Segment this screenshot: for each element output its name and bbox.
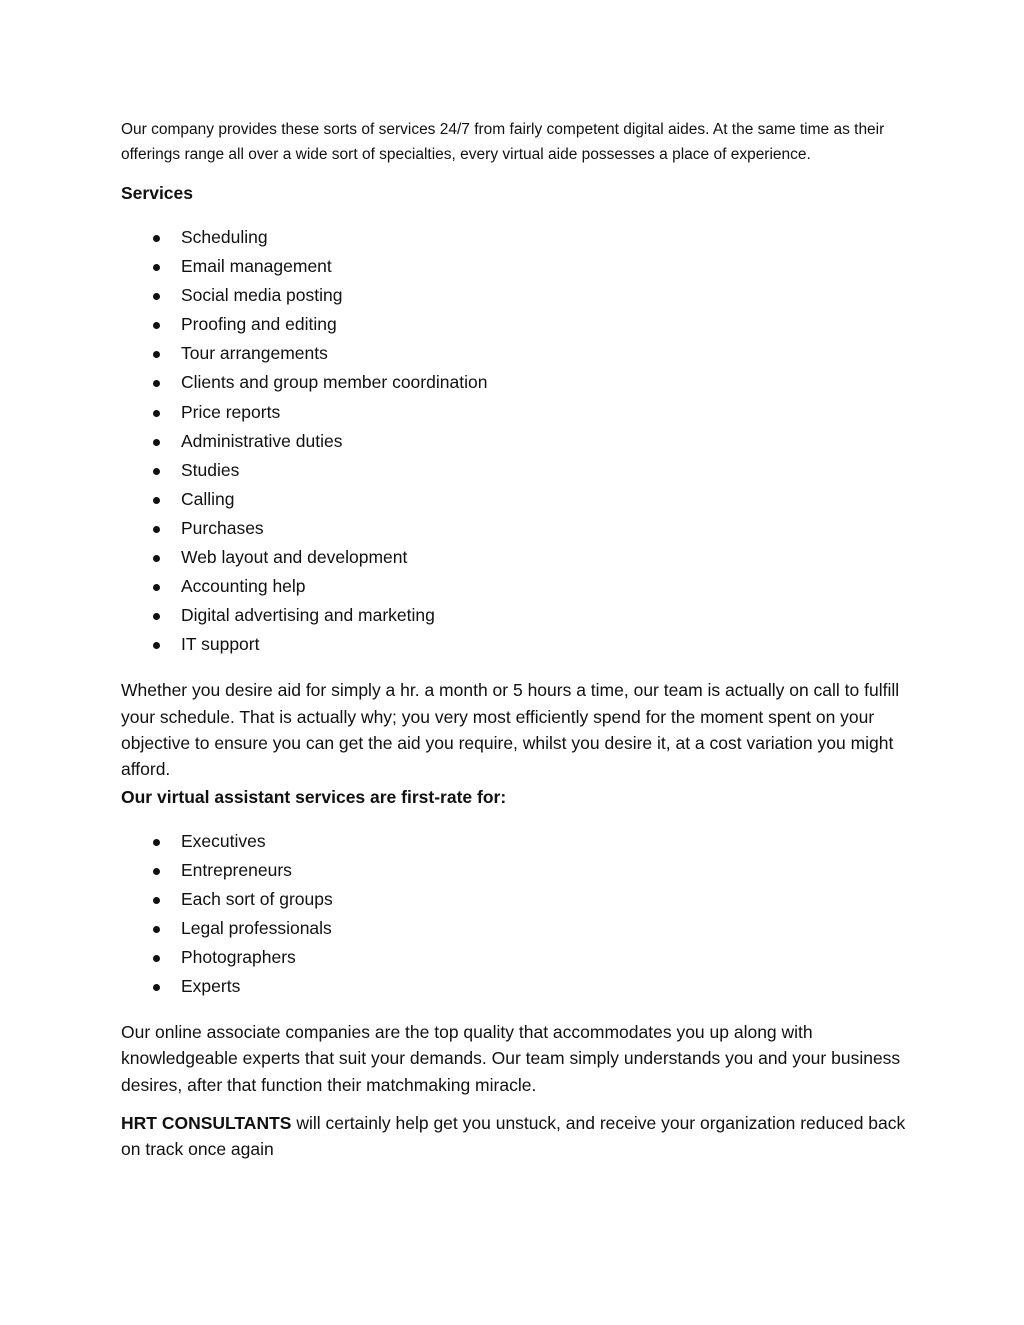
list-item [121,543,911,572]
list-item-label: Entrepreneurs [181,859,292,880]
bullet-icon [153,380,160,387]
list-item-label: Tour arrangements [181,343,328,364]
matchmaking-paragraph: Our online associate companies are the top quality that accommodates you up along with knowledgeable experts that suit your demands. Our team simply understands you and your business desires, after that function their matchmaking miracle. [121,1022,901,1095]
list-item-label: Legal professionals [181,917,332,938]
document-page [121,118,911,1163]
audience-heading: Our virtual assistant services are first-rate for: [121,786,507,807]
bullet-icon [153,235,160,242]
list-item-label: Price reports [181,401,281,422]
list-item [121,339,911,368]
closing-text: will certainly help get you unstuck, and receive your organization reduced back on track once again [121,1113,906,1160]
bullet-icon [153,926,160,933]
list-item-label: Digital advertising and marketing [181,605,435,626]
list-item [121,972,911,1001]
list-item-label: Social media posting [181,285,343,306]
list-item-label: Studies [181,459,240,480]
list-item [121,310,911,339]
bullet-icon [153,584,160,591]
list-item [121,427,911,456]
list-item-label: Experts [181,976,241,997]
list-item-label: Calling [181,488,235,509]
list-item [121,485,911,514]
list-item [121,398,911,427]
availability-paragraph: Whether you desire aid for simply a hr. a month or 5 hours a time, our team is actually on call to fulfill your schedule. That is actually why; you very most efficiently spend for the moment spent on your objective to ensure you can get the aid you require, whilst you desire it, at a cost variation you might afford. [121,680,900,780]
bullet-icon [153,322,160,329]
intro-paragraph: Our company provides these sorts of services 24/7 from fairly competent digital aides. At the same time as their offerings range all over a wide sort of specialties, every virtual aide possesses a place of experience. [121,121,885,163]
list-item [121,223,911,252]
list-item-label: Each sort of groups [181,888,333,909]
list-item [121,827,911,856]
closing-paragraph [121,1110,911,1163]
list-item-label: Email management [181,256,332,277]
list-item-label: IT support [181,634,260,655]
list-item [121,572,911,601]
list-item [121,601,911,630]
bullet-icon [153,526,160,533]
list-item-label: Purchases [181,517,264,538]
list-item [121,885,911,914]
audience-list [121,827,911,1002]
bullet-icon [153,955,160,962]
bullet-icon [153,897,160,904]
list-item-label: Accounting help [181,576,306,597]
bullet-icon [153,410,160,417]
list-item [121,914,911,943]
list-item-label: Scheduling [181,227,268,247]
bullet-icon [153,293,160,300]
bullet-icon [153,642,160,649]
list-item [121,630,911,659]
list-item [121,943,911,972]
list-item [121,514,911,543]
list-item-label: Clients and group member coordination [181,372,488,393]
bullet-icon [153,351,160,358]
list-item [121,856,911,885]
list-item-label: Proofing and editing [181,314,337,335]
brand-name: HRT CONSULTANTS [121,1113,292,1134]
bullet-icon [153,868,160,875]
bullet-icon [153,839,160,846]
bullet-icon [153,613,160,620]
services-list [121,223,911,659]
bullet-icon [153,984,160,991]
bullet-icon [153,555,160,562]
list-item [121,368,911,397]
list-item-label: Photographers [181,946,296,967]
services-heading: Services [121,183,194,203]
list-item-label: Administrative duties [181,430,343,451]
bullet-icon [153,439,160,446]
list-item [121,252,911,281]
bullet-icon [153,264,160,271]
bullet-icon [153,497,160,504]
list-item-label: Web layout and development [181,547,408,568]
bullet-icon [153,468,160,475]
list-item-label: Executives [181,830,266,851]
list-item [121,456,911,485]
list-item [121,281,911,310]
